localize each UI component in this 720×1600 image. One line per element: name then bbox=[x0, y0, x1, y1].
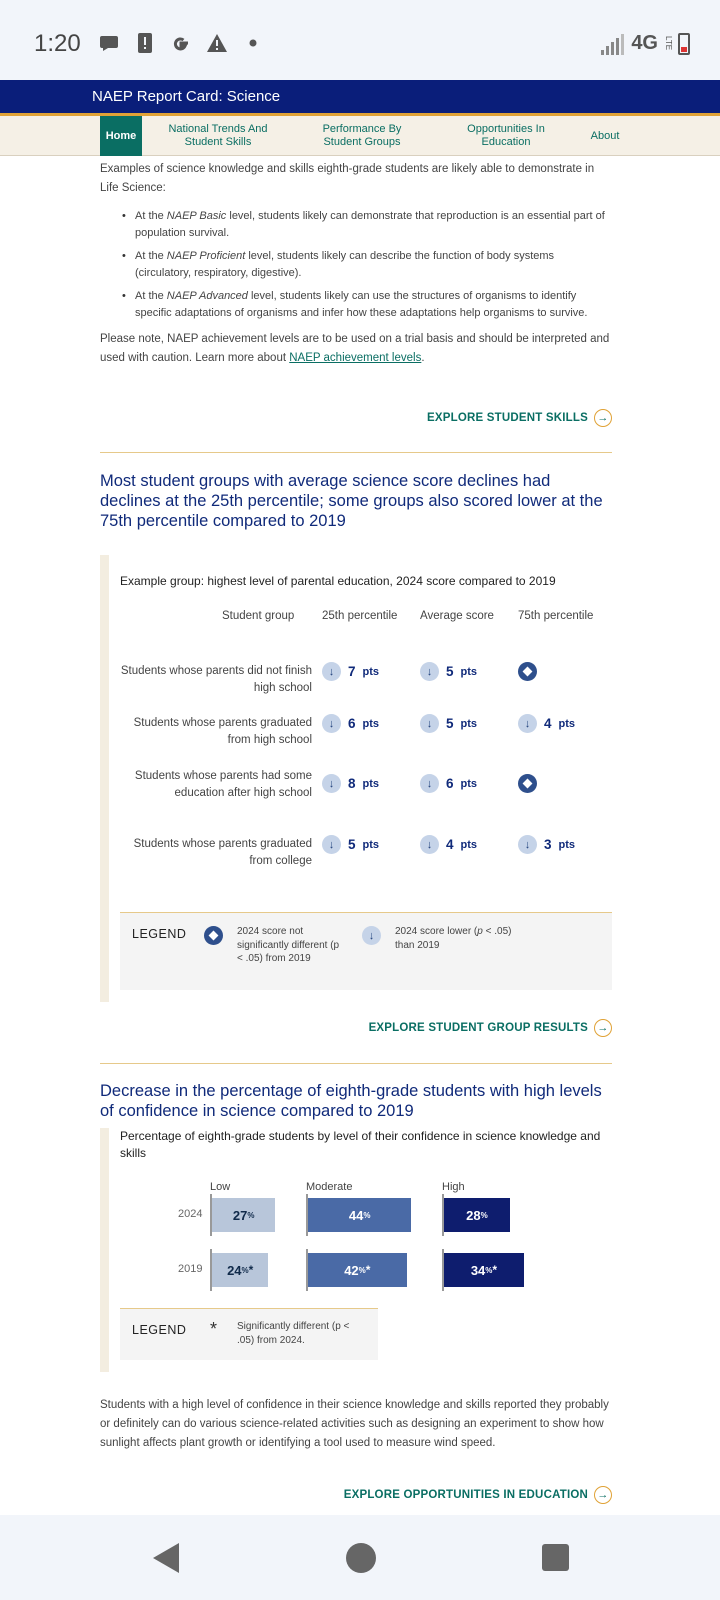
signal-icon bbox=[599, 33, 625, 55]
col-25th: 25th percentile bbox=[322, 610, 398, 622]
table-cell: ↓ 3 pts bbox=[518, 835, 575, 854]
table-cell: ↓ 4 pts bbox=[420, 835, 477, 854]
warning-icon bbox=[206, 32, 228, 54]
nav-national-trends[interactable]: National Trends And Student Skills bbox=[168, 123, 268, 148]
legend-lower-text: 2024 score lower (p < .05) than 2019 bbox=[395, 926, 512, 951]
groups-heading: Most student groups with average science score declines had declines at the 25th percentile; some groups also scored lower at the 75th percentile compared to 2019 bbox=[100, 472, 603, 530]
col-75th: 75th percentile bbox=[518, 610, 594, 622]
battery-icon bbox=[678, 33, 690, 55]
closing-paragraph: Students with a high level of confidence in their science knowledge and skills reported they probably or definitely can do various science-related activities such as designing an experiment to show how sunlight affects plant growth or identifying a tool used to measure wind speed. bbox=[100, 1399, 609, 1449]
table-cell bbox=[518, 774, 537, 793]
confidence-panel bbox=[100, 1128, 612, 1372]
arrow-right-icon: → bbox=[594, 1019, 612, 1037]
row-label: Students whose parents graduated from college bbox=[133, 838, 312, 867]
year-label-2019: 2019 bbox=[178, 1263, 203, 1275]
arrow-down-icon: ↓ bbox=[322, 662, 341, 681]
skills-intro: Examples of science knowledge and skills eighth-grade students are likely able to demonstrate in Life Science: bbox=[100, 163, 595, 194]
confidence-closing bbox=[100, 1396, 612, 1453]
explore-opportunities-link[interactable]: EXPLORE OPPORTUNITIES IN EDUCATION → bbox=[344, 1486, 612, 1504]
back-icon[interactable] bbox=[153, 1543, 179, 1573]
list-item: • At the NAEP Advanced level, students likely can use the structures of organisms to identify specific adaptations of organisms and infer how these adaptations help organisms to survive. bbox=[100, 288, 612, 322]
row-label: Students whose parents graduated from high school bbox=[133, 717, 312, 746]
legend-significance-text: Significantly different (p < .05) from 2024. bbox=[237, 1321, 350, 1346]
groups-panel bbox=[100, 555, 612, 1002]
arrow-down-icon: ↓ bbox=[420, 774, 439, 793]
lte-label: LTE bbox=[664, 36, 673, 51]
bar-low-2019: 24 % * bbox=[212, 1253, 268, 1287]
arrow-down-icon: ↓ bbox=[518, 714, 537, 733]
col-student-group: Student group bbox=[222, 610, 295, 622]
app-header bbox=[0, 80, 720, 116]
bar-moderate-2019: 42 % * bbox=[308, 1253, 407, 1287]
arrow-right-icon: → bbox=[594, 409, 612, 427]
nav-opportunities[interactable]: Opportunities In Education bbox=[467, 123, 545, 148]
table-cell: ↓ 5 pts bbox=[322, 835, 379, 854]
dot-icon bbox=[242, 32, 264, 54]
legend-nodiff-text: 2024 score not significantly different (p < .05) from 2019 bbox=[237, 926, 340, 964]
bar-moderate-2024: 44 % bbox=[308, 1198, 411, 1232]
row-label: Students whose parents did not finish high school bbox=[120, 665, 312, 694]
year-label-2024: 2024 bbox=[178, 1208, 203, 1220]
bar-high-2024: 28 % bbox=[444, 1198, 510, 1232]
arrow-down-icon: ↓ bbox=[420, 714, 439, 733]
diamond-icon bbox=[518, 774, 537, 793]
level-label-moderate: Moderate bbox=[306, 1181, 353, 1193]
arrow-down-icon: ↓ bbox=[518, 835, 537, 854]
list-item: • At the NAEP Proficient level, students likely can describe the function of body systems (circulatory, respiratory, digestive). bbox=[100, 248, 612, 282]
confidence-caption: Percentage of eighth-grade students by level of their confidence in science knowledge and skills bbox=[120, 1129, 601, 1160]
recents-icon[interactable] bbox=[542, 1544, 569, 1571]
bar-high-2019: 34 % * bbox=[444, 1253, 524, 1287]
skills-list bbox=[100, 208, 612, 322]
divider bbox=[100, 452, 612, 453]
nav-home[interactable]: Home bbox=[100, 116, 142, 156]
arrow-down-icon: ↓ bbox=[362, 926, 381, 945]
table-cell: ↓ 8 pts bbox=[322, 774, 379, 793]
nav-performance-groups[interactable]: Performance By Student Groups bbox=[322, 123, 402, 148]
diamond-icon bbox=[204, 926, 223, 945]
divider bbox=[100, 1063, 612, 1064]
achievement-note: Please note, NAEP achievement levels are to be used on a trial basis and should be interpreted and used with caution. Learn more about NAEP achievement levels. bbox=[100, 333, 610, 364]
confidence-legend bbox=[120, 1308, 378, 1360]
table-cell: ↓ 6 pts bbox=[420, 774, 477, 793]
legend-title: LEGEND bbox=[132, 927, 187, 941]
groups-legend bbox=[120, 912, 612, 990]
explore-group-results-link[interactable]: EXPLORE STUDENT GROUP RESULTS → bbox=[369, 1019, 612, 1037]
page-title[interactable]: NAEP Report Card: Science bbox=[92, 88, 281, 105]
level-label-low: Low bbox=[210, 1181, 231, 1193]
arrow-down-icon: ↓ bbox=[420, 835, 439, 854]
google-icon bbox=[170, 32, 192, 54]
arrow-down-icon: ↓ bbox=[322, 774, 341, 793]
system-icons bbox=[599, 32, 690, 55]
achievement-levels-link[interactable]: NAEP achievement levels bbox=[289, 352, 422, 364]
nav-about[interactable]: About bbox=[590, 129, 620, 142]
confidence-heading: Decrease in the percentage of eighth-grade students with high levels of confidence in science compared to 2019 bbox=[100, 1082, 602, 1120]
arrow-down-icon: ↓ bbox=[322, 835, 341, 854]
alert-card-icon bbox=[134, 32, 156, 54]
legend-title: LEGEND bbox=[132, 1323, 187, 1337]
notification-icons bbox=[98, 32, 264, 54]
network-type: 4G bbox=[631, 32, 658, 54]
col-average: Average score bbox=[420, 610, 494, 622]
arrow-down-icon: ↓ bbox=[322, 714, 341, 733]
chat-bubble-icon bbox=[98, 32, 120, 54]
bar-low-2024: 27 % bbox=[212, 1198, 275, 1232]
list-item: • At the NAEP Basic level, students likely can demonstrate that reproduction is an essential part of population survival. bbox=[100, 208, 612, 242]
groups-caption: Example group: highest level of parental education, 2024 score compared to 2019 bbox=[120, 574, 556, 588]
table-cell: ↓ 4 pts bbox=[518, 714, 575, 733]
table-cell: ↓ 6 pts bbox=[322, 714, 379, 733]
diamond-icon bbox=[518, 662, 537, 681]
row-label: Students whose parents had some education after high school bbox=[134, 770, 312, 799]
explore-student-skills-link[interactable]: EXPLORE STUDENT SKILLS → bbox=[427, 409, 612, 427]
table-cell: ↓ 7 pts bbox=[322, 662, 379, 681]
home-icon[interactable] bbox=[346, 1543, 376, 1573]
main-nav bbox=[0, 116, 720, 156]
status-bar bbox=[0, 0, 720, 80]
clock: 1:20 bbox=[34, 30, 81, 57]
arrow-right-icon: → bbox=[594, 1486, 612, 1504]
skills-section bbox=[100, 160, 612, 368]
asterisk-icon: * bbox=[210, 1319, 218, 1339]
arrow-down-icon: ↓ bbox=[420, 662, 439, 681]
table-cell bbox=[518, 662, 537, 681]
level-label-high: High bbox=[442, 1181, 465, 1193]
system-nav-bar bbox=[0, 1515, 720, 1600]
table-cell: ↓ 5 pts bbox=[420, 662, 477, 681]
table-cell: ↓ 5 pts bbox=[420, 714, 477, 733]
